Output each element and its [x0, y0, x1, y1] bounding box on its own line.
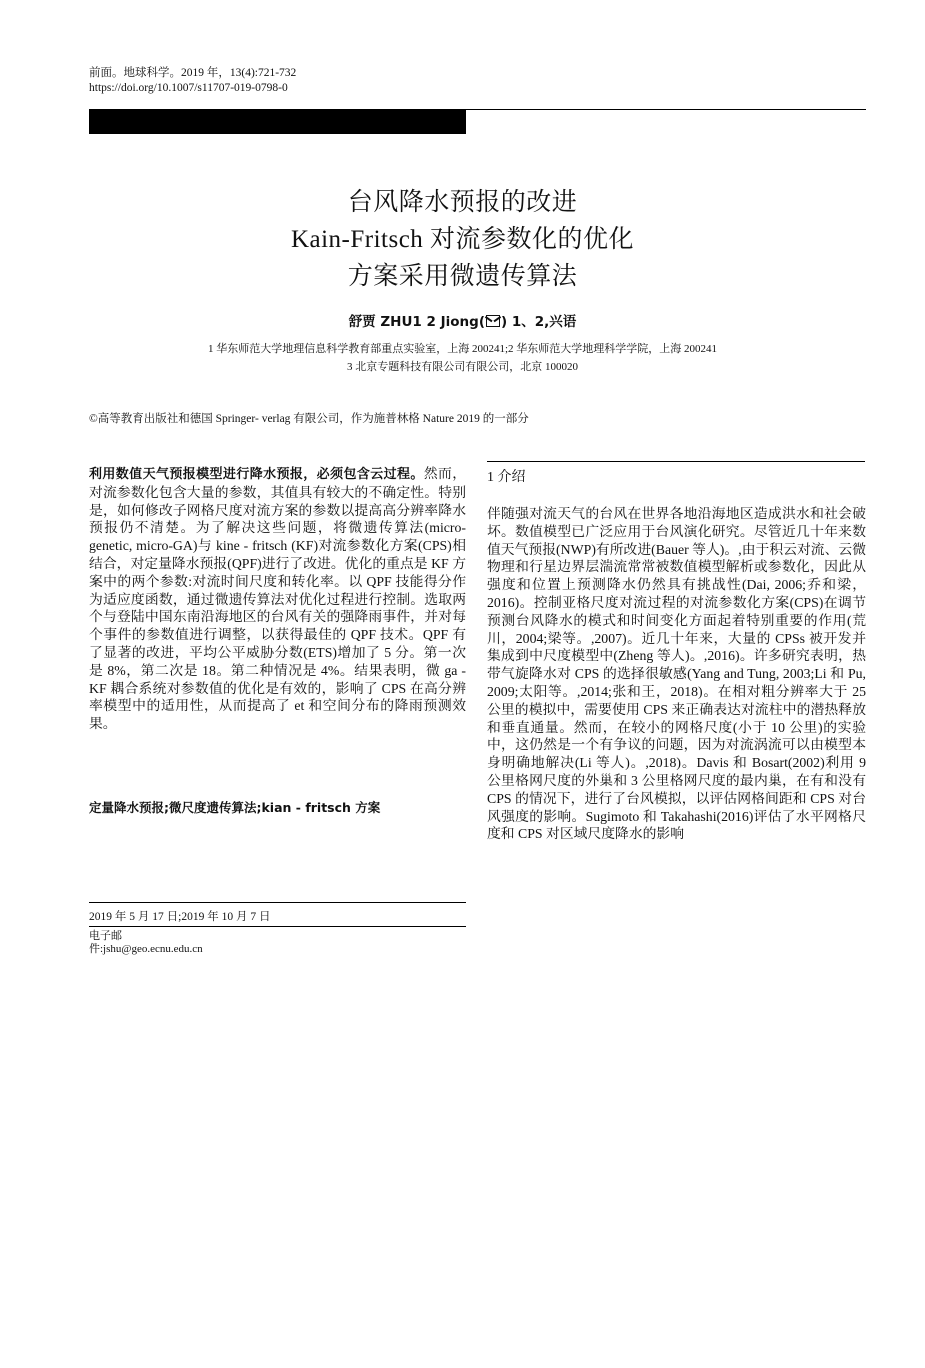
dates-bottom-rule — [89, 926, 466, 927]
paper-title — [0, 184, 925, 295]
journal-citation: 前面。地球科学。2019 年，13(4):721-732 — [89, 67, 297, 79]
author-names-1: 舒贾 ZHU1 2 Jiong( — [348, 314, 485, 330]
author-names-2: ) 1、2,兴语 — [501, 314, 577, 330]
title-line-3: 方案采用微遗传算法 — [347, 263, 578, 290]
abstract — [89, 465, 466, 733]
email-label: 电子邮 — [89, 930, 122, 942]
title-line-1: 台风降水预报的改进 — [347, 189, 578, 216]
dates-top-rule — [89, 902, 466, 903]
affiliation-1: 1 华东师范大学地理信息科学教育部重点实验室，上海 200241;2 华东师范大学地理科学学院，上海 200241 — [207, 343, 718, 355]
copyright-notice: ©高等教育出版社和德国 Springer- verlag 有限公司，作为施普林格 Nature 2019 的一部分 — [89, 413, 529, 425]
intro-top-rule — [487, 461, 865, 462]
doi-link[interactable]: https://doi.org/10.1007/s11707-019-0798-0 — [89, 82, 288, 94]
header-black-band — [89, 109, 466, 134]
affiliation-2: 3 北京专题科技有限公司有限公司，北京 100020 — [347, 361, 578, 373]
abstract-lead: 利用数值天气预报模型进行降水预报，必须包含云过程。 — [89, 467, 424, 482]
author-line — [0, 310, 925, 330]
journal-header — [89, 66, 296, 96]
abstract-body: 然而，对流参数化包含大量的参数，其值具有较大的不确定性。特别是，如何修改子网格尺度对流方案的参数以提高高分辨率降水预报仍不清楚。为了解决这些问题，将微遗传算法(micro-genetic, micro-GA)与 kine - fritsch (KF)对流参数化方案(CPS)相结合，对定量降水预报(QPF)进行了改进。优化的重点是 KF 方案中的两个参数:对流时间尺度和转化率。以 QPF 技能得分作为适应度函数，通过微遗传算法对优化过程进行控制。选取两个与登陆中国东南沿海地区的台风有关的强降雨事件，并对每个事件的参数值进行调整，以获得最佳的 QPF 技术。QPF 有了显著的改进，平均公平威胁分数(ETS)增加了 5 分。第一次是 8%，第二次是 18。第二种情况是 4%。结果表明，微 ga - KF 耦合系统对参数值的优化是有效的，影响了 CPS 在高分辨率模型中的适用性，从而提高了 et 和空间分布的降雨预测效果。 — [89, 466, 466, 732]
header-bar — [89, 109, 866, 134]
corresponding-email — [89, 930, 203, 956]
title-line-2: Kain-Fritsch 对流参数化的优化 — [290, 226, 635, 253]
received-accepted-dates: 2019 年 5 月 17 日;2019 年 10 月 7 日 — [89, 911, 271, 923]
header-rule — [466, 109, 866, 110]
keywords: 定量降水预报;微尺度遗传算法;kian - fritsch 方案 — [89, 800, 381, 815]
email-address[interactable]: 件:jshu@geo.ecnu.edu.cn — [89, 943, 203, 955]
introduction-body: 伴随强对流天气的台风在世界各地沿海地区造成洪水和社会破坏。数值模型已广泛应用于台风演化研究。尽管近几十年来数值天气预报(NWP)有所改进(Bauer 等人)。,由于积云对流、云微物理和行星边界层湍流常常被数值模型解析或参数化，因此从强度和位置上预测降水仍然具有挑战性(Dai, 2006;乔和梁，2016)。控制亚格尺度对流过程的对流参数化方案(CPS)在调节预测台风降水的模式和时间变化方面起着特别重要的作用(荒川，2004;梁等。,2007)。近几十年来，大量的 CPSs 被开发并集成到中尺度模型中(Zheng 等人)。,2016)。许多研究表明，热带气旋降水对 CPS 的选择很敏感(Yang and Tung, 2003;Li 和 Pu, 2009;太阳等。,2014;张和王，2018)。在相对粗分辨率大于 25 公里的模拟中，需要使用 CPS 来正确表达对流柱中的潜热释放和垂直通量。然而，在较小的网格尺度(小于 10 公里)的实验中，这仍然是一个有争议的问题，因为对流涡流可以由模型本身明确地解决(Li 等人)。,2018)。Davis 和 Bosart(2002)利用 9 公里格网尺度的外巢和 3 公里格网尺度的最内巢，在有和没有 CPS 的情况下，进行了台风模拟，以评估网格间距和 CPS 对台风强度的影响。Sugimoto 和 Takahashi(2016)评估了水平网格尺度和 CPS 对区域尺度降水的影响 — [487, 506, 866, 842]
mail-icon[interactable] — [486, 315, 500, 327]
section-heading-introduction: 1 介绍 — [487, 470, 526, 485]
